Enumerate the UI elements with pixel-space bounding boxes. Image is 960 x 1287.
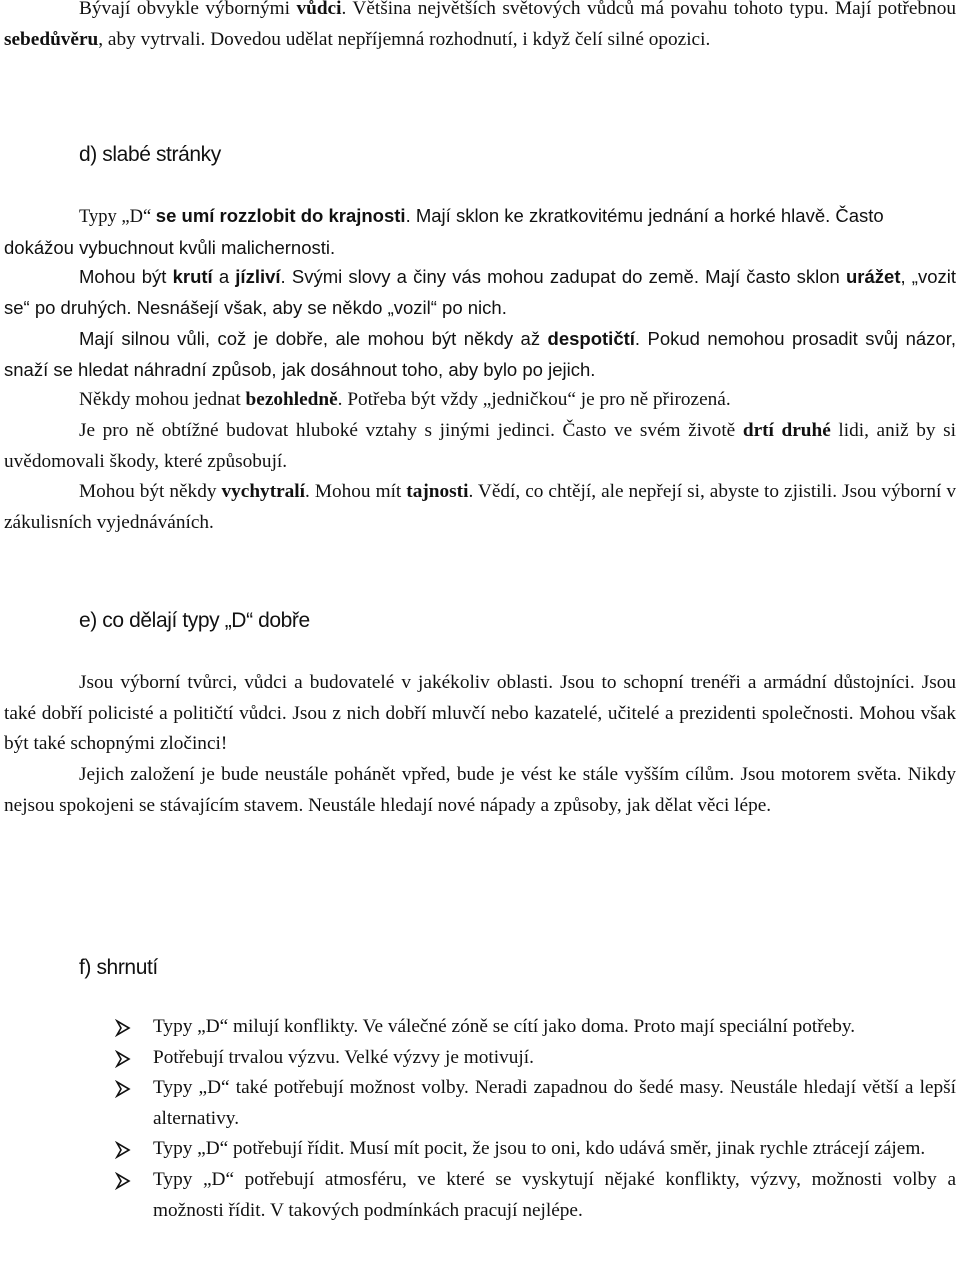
list-item-text: Potřebují trvalou výzvu. Velké výzvy je motivují. xyxy=(153,1046,534,1068)
text-run: , aby vytrvali. Dovedou udělat nepříjemná rozhodnutí, i když čelí silné opozici. xyxy=(98,28,711,50)
text-run: , „vozit se“ po druhých. Nesnášejí však, aby se někdo „vozil“ po nich. xyxy=(4,266,957,318)
text-run: . Potřeba být vždy „jedničkou“ je pro ně přirozená. xyxy=(337,389,731,410)
text-run: . Vědí, co chtějí, ale nepřejí si, abyste to zjistili. Jsou výborní v zákulisních vyjednáváních. xyxy=(4,481,956,533)
list-item xyxy=(0,1165,960,1226)
text-run: a xyxy=(212,266,236,287)
list-item xyxy=(0,1134,960,1165)
weakness-despotism xyxy=(4,324,956,385)
text-run: Bývají obvykle výbornými xyxy=(79,0,297,19)
arrow-right-icon xyxy=(114,1141,132,1159)
bold-text: despotičtí xyxy=(547,328,635,349)
heading-summary: f) shrnutí xyxy=(79,956,158,979)
weakness-cruelty xyxy=(4,262,956,323)
bold-text: tajnosti xyxy=(406,481,469,502)
bold-text: vychytralí xyxy=(221,481,306,502)
text-run: Mohou být někdy xyxy=(79,481,222,502)
arrow-right-icon xyxy=(114,1050,132,1068)
strengths-paragraph-1: Jsou výborní tvůrci, vůdci a budovatelé v jakékoliv oblasti. Jsou to schopní trenéři a armádní důstojníci. Jsou také dobří policisté a političtí vůdci. Jsou z nich dobří mluvčí nebo kazatelé, učitelé a prezidenti společnosti. Mohou však být také schopnými zločinci! xyxy=(4,672,956,755)
bold-text: krutí xyxy=(172,266,213,287)
heading-strengths: e) co dělají typy „D“ dobře xyxy=(79,609,310,632)
arrow-right-icon xyxy=(114,1019,132,1037)
list-item-text: Typy „D“ také potřebují možnost volby. Neradi zapadnou do šedé masy. Neustále hledají větší a lepší alternativy. xyxy=(153,1077,956,1129)
text-run: . Pokud nemohou prosadit svůj názor, snaží se hledat náhradní způsob, jak dosáhnout toho, aby bylo po jejich. xyxy=(4,328,956,380)
summary-list xyxy=(0,1012,960,1226)
bold-text: jízliví xyxy=(235,266,281,287)
bold-text: drtí druhé xyxy=(742,420,831,441)
bold-text: vůdci xyxy=(296,0,342,19)
bold-text: urážet xyxy=(846,266,901,287)
heading-weaknesses: d) slabé stránky xyxy=(79,143,221,166)
list-item xyxy=(0,1012,960,1043)
strengths-paragraph-2: Jejich založení je bude neustále pohánět vpřed, bude je vést ke stále vyšším cílům. Jsou motorem světa. Nikdy nejsou spokojeni se stávajícím stavem. Neustále hledají nové nápady a způsoby, jak dělat věci lépe. xyxy=(4,764,956,816)
intro-paragraph xyxy=(4,0,956,55)
list-item-text: Typy „D“ potřebují řídit. Musí mít pocit, že jsou to oni, kdo udává směr, jinak rychle ztrácejí zájem. xyxy=(153,1138,926,1160)
list-item-text: Typy „D“ milují konflikty. Ve válečné zóně se cítí jako doma. Proto mají speciální potřeby. xyxy=(153,1016,856,1037)
text-run: Typy „D“ xyxy=(79,207,156,227)
list-item xyxy=(0,1043,960,1074)
weakness-reckless xyxy=(4,385,956,416)
weakness-cunning xyxy=(4,477,956,538)
arrow-right-icon xyxy=(114,1172,132,1190)
list-item xyxy=(0,1073,960,1134)
arrow-right-icon xyxy=(114,1080,132,1098)
text-run: Mají silnou vůli, což je dobře, ale mohou být někdy až xyxy=(79,328,548,349)
text-run: Někdy mohou jednat xyxy=(79,389,246,410)
text-run: lidi, aniž by si uvědomovali škody, které způsobují. xyxy=(4,420,956,472)
text-run: . Svými slovy a činy vás mohou zadupat do země. Mají často sklon xyxy=(280,266,846,287)
text-run: Je pro ně obtížné budovat hluboké vztahy s jinými jedinci. Často ve svém životě xyxy=(79,420,743,441)
text-run: . Mohou mít xyxy=(305,481,407,502)
weakness-relationships xyxy=(4,416,956,477)
weakness-anger xyxy=(4,201,956,263)
bold-text: sebedůvěru xyxy=(4,28,99,50)
text-run: Mohou být xyxy=(79,266,173,287)
bold-text: bezohledně xyxy=(245,389,338,410)
bold-text: se umí rozzlobit do krajnosti xyxy=(155,205,406,226)
list-item-text: Typy „D“ potřebují atmosféru, ve které se vyskytují nějaké konflikty, výzvy, možnosti volby a možnosti řídit. V takových podmínkách pracují nejlépe. xyxy=(153,1168,956,1221)
text-run: . Většina největších světových vůdců má povahu tohoto typu. Mají potřebnou xyxy=(341,0,956,19)
text-run: . Mají sklon ke zkratkovitému jednání a horké hlavě. Často dokážou vybuchnout kvůli malichernosti. xyxy=(4,205,884,258)
